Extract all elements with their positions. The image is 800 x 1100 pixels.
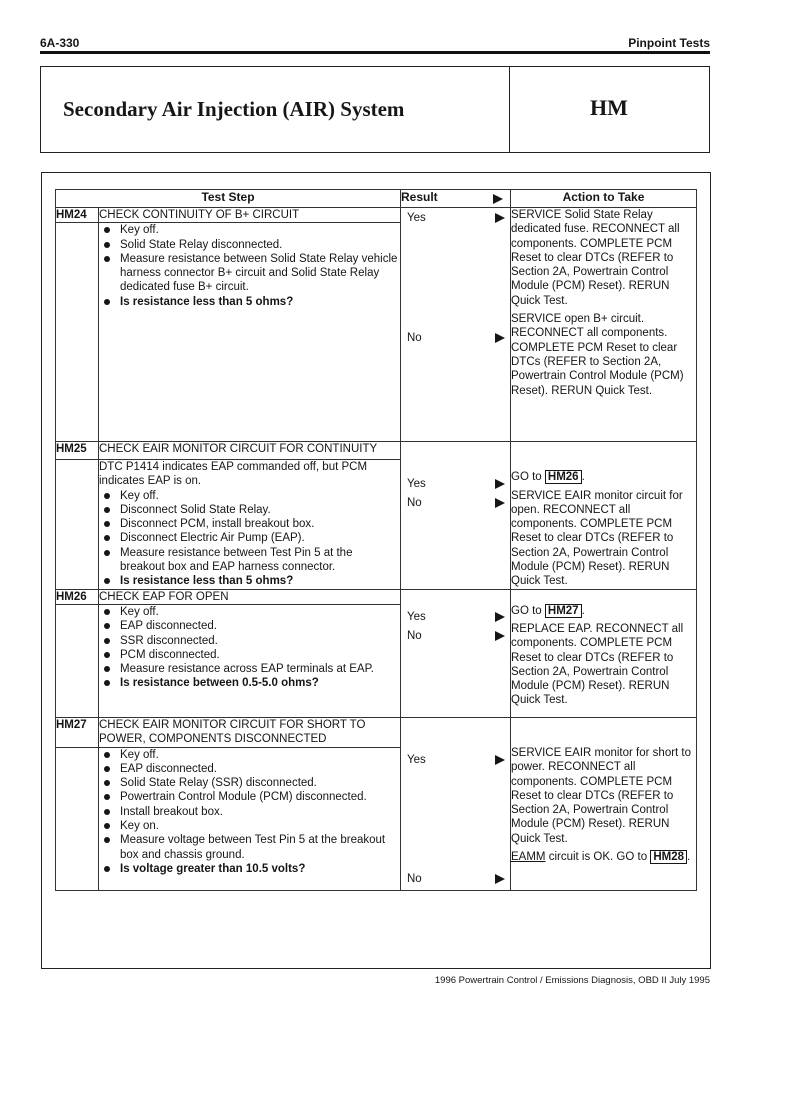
goto-hm28-link[interactable]: HM28 xyxy=(650,850,687,864)
action-cell xyxy=(511,442,697,589)
arrow-right-icon xyxy=(495,213,505,223)
step-item: Install breakout box. xyxy=(99,805,400,819)
step-list xyxy=(99,748,400,877)
step-item: SSR disconnected. xyxy=(99,634,400,648)
step-item: Disconnect PCM, install breakout box. xyxy=(99,517,400,531)
step-item: Measure voltage between Test Pin 5 at the breakout box and chassis ground. xyxy=(99,833,400,862)
result-yes xyxy=(407,477,426,491)
action-header: Action to Take xyxy=(511,190,697,208)
step-item: Solid State Relay disconnected. xyxy=(99,238,400,252)
action-cell xyxy=(511,717,697,890)
result-cell xyxy=(401,442,511,589)
section-name: Pinpoint Tests xyxy=(628,36,710,50)
test-intro: DTC P1414 indicates EAP commanded off, but PCM indicates EAP is on. xyxy=(99,461,368,488)
test-steps xyxy=(99,460,401,590)
arrow-right-icon xyxy=(495,479,505,489)
step-list xyxy=(99,223,400,309)
step-item: Key off. xyxy=(99,748,400,762)
test-title-row xyxy=(56,208,697,223)
test-step-header: Test Step xyxy=(56,190,401,208)
arrow-right-icon xyxy=(495,498,505,508)
result-yes xyxy=(407,211,426,225)
result-label: No xyxy=(407,629,422,642)
action-cell xyxy=(511,208,697,442)
action-goto xyxy=(511,470,696,484)
title-box xyxy=(40,66,710,153)
test-code: HM xyxy=(590,95,628,120)
result-label: Yes xyxy=(407,212,426,224)
action-text: SERVICE Solid State Relay dedicated fuse. RECONNECT all components. COMPLETE PCM Reset to clear DTCs (REFER to Section 2A, Powertrain Control Module (PCM) Reset). RERUN Quick Test. xyxy=(511,209,680,307)
result-yes xyxy=(407,753,426,767)
step-item: PCM disconnected. xyxy=(99,648,400,662)
test-title-row xyxy=(56,717,697,747)
step-question: Is resistance less than 5 ohms? xyxy=(99,574,400,588)
result-label: No xyxy=(407,332,422,344)
test-title: CHECK CONTINUITY OF B+ CIRCUIT xyxy=(99,208,401,223)
result-label: Yes xyxy=(407,478,426,491)
goto-hm26-link[interactable]: HM26 xyxy=(545,470,582,484)
step-list xyxy=(99,605,400,691)
result-header-label: Result xyxy=(401,190,438,204)
header-rule xyxy=(40,51,710,54)
step-item: Key off. xyxy=(99,489,400,503)
table-header-row xyxy=(56,190,697,208)
action-suffix: . xyxy=(581,604,585,617)
arrow-right-icon xyxy=(493,194,503,204)
test-title: CHECK EAIR MONITOR CIRCUIT FOR CONTINUITY xyxy=(99,442,401,460)
action-prefix: GO to xyxy=(511,471,542,484)
step-item: Key off. xyxy=(99,223,400,237)
arrow-right-icon xyxy=(495,333,505,343)
result-cell xyxy=(401,717,511,890)
result-no xyxy=(407,872,422,886)
result-label: Yes xyxy=(407,610,426,623)
step-item: Disconnect Solid State Relay. xyxy=(99,503,400,517)
test-title-row xyxy=(56,589,697,604)
id-spacer xyxy=(56,223,99,442)
test-id: HM25 xyxy=(56,442,99,460)
page-title: Secondary Air Injection (AIR) System xyxy=(63,97,405,121)
result-header xyxy=(401,190,511,208)
goto-hm27-link[interactable]: HM27 xyxy=(545,604,582,618)
action-text: SERVICE EAIR monitor circuit for open. RECONNECT all components. COMPLETE PCM Reset to clear DTCs (REFER to Section 2A, Powertrain Control Module (PCM) Reset). RERUN Quick Test. xyxy=(511,489,683,588)
result-cell xyxy=(401,589,511,717)
action-suffix: . xyxy=(687,851,691,864)
result-no xyxy=(407,496,422,510)
step-question: Is resistance less than 5 ohms? xyxy=(99,295,400,309)
action-goto xyxy=(511,604,696,618)
arrow-right-icon xyxy=(495,612,505,622)
arrow-right-icon xyxy=(495,631,505,641)
step-item: EAP disconnected. xyxy=(99,762,400,776)
action-goto xyxy=(511,850,696,864)
action-text: REPLACE EAP. RECONNECT all components. COMPLETE PCM Reset to clear DTCs (REFER to Section 2A, Powertrain Control Module (PCM) Reset). RERUN Quick Test. xyxy=(511,622,684,707)
step-question: Is resistance between 0.5-5.0 ohms? xyxy=(99,676,400,690)
step-list xyxy=(99,489,400,589)
test-id: HM26 xyxy=(56,589,99,604)
action-text: SERVICE open B+ circuit. RECONNECT all components. COMPLETE PCM Reset to clear DTCs (REFER to Section 2A, Powertrain Control Module (PCM) Reset). RERUN Quick Test. xyxy=(511,313,684,397)
page-number: 6A-330 xyxy=(40,36,80,50)
action-text: SERVICE EAIR monitor for short to power. RECONNECT all components. COMPLETE PCM Reset to clear DTCs (REFER to Section 2A, Powertrain Control Module (PCM) Reset). RERUN Quick Test. xyxy=(511,746,692,845)
result-no xyxy=(407,331,422,345)
action-prefix: GO to xyxy=(511,604,542,617)
test-title: CHECK EAP FOR OPEN xyxy=(99,589,401,604)
result-label: No xyxy=(407,872,422,885)
result-yes xyxy=(407,610,426,624)
result-no xyxy=(407,629,422,643)
test-id: HM27 xyxy=(56,717,99,747)
arrow-right-icon xyxy=(495,874,505,884)
arrow-right-icon xyxy=(495,755,505,765)
test-steps xyxy=(99,747,401,890)
footer-publication: 1996 Powertrain Control / Emissions Diagnosis, OBD II July 1995 xyxy=(434,975,710,986)
id-spacer xyxy=(56,604,99,717)
step-item: Key off. xyxy=(99,605,400,619)
step-item: Measure resistance between Solid State Relay vehicle harness connector B+ circuit and Solid State Relay dedicated fuse B+ circuit. xyxy=(99,252,400,295)
action-underlined: EAMM xyxy=(511,851,546,864)
test-title: CHECK EAIR MONITOR CIRCUIT FOR SHORT TO POWER, COMPONENTS DISCONNECTED xyxy=(99,717,401,747)
step-item: Measure resistance between Test Pin 5 at the breakout box and EAP harness connector. xyxy=(99,546,400,575)
step-item: Key on. xyxy=(99,819,400,833)
result-cell xyxy=(401,208,511,442)
result-label: No xyxy=(407,497,422,510)
step-item: Disconnect Electric Air Pump (EAP). xyxy=(99,531,400,545)
test-title-row xyxy=(56,442,697,460)
step-item: EAP disconnected. xyxy=(99,619,400,633)
id-spacer xyxy=(56,460,99,590)
test-id: HM24 xyxy=(56,208,99,223)
step-item: Powertrain Control Module (PCM) disconnected. xyxy=(99,790,400,804)
pinpoint-test-table xyxy=(55,189,697,891)
step-question: Is voltage greater than 10.5 volts? xyxy=(99,862,400,876)
id-spacer xyxy=(56,747,99,890)
step-item: Solid State Relay (SSR) disconnected. xyxy=(99,776,400,790)
action-mid: circuit is OK. GO to xyxy=(545,851,651,864)
result-label: Yes xyxy=(407,753,426,766)
action-suffix: . xyxy=(581,471,585,484)
action-cell xyxy=(511,589,697,717)
test-steps xyxy=(99,223,401,442)
step-item: Measure resistance across EAP terminals at EAP. xyxy=(99,662,400,676)
test-steps xyxy=(99,604,401,717)
